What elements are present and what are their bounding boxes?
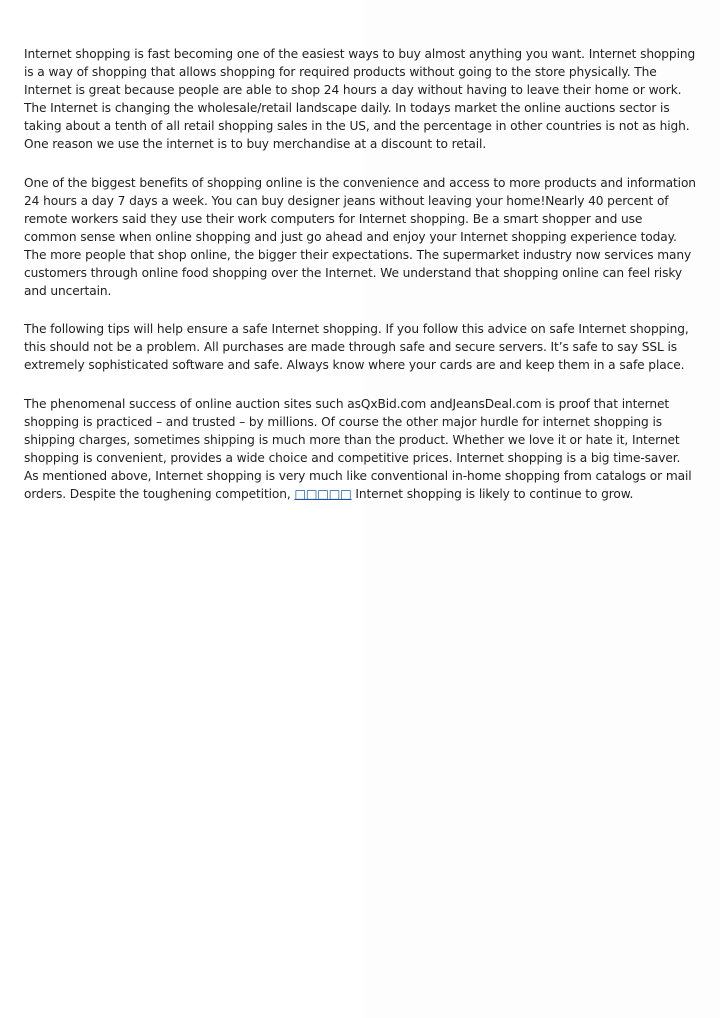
paragraph-4-text-after-link: Internet shopping is likely to continue to grow. bbox=[351, 486, 634, 501]
inline-link[interactable]: □□□□□ bbox=[294, 486, 352, 501]
article-body bbox=[24, 45, 698, 523]
paragraph-4 bbox=[24, 395, 698, 504]
paragraph-4-text-before-link: The phenomenal success of online auction sites such asQxBid.com andJeansDeal.com is proof that internet shopping is practiced – and trusted – by millions. Of course the other major hurdle for internet shopping is shipping charges, sometimes shipping is much more than the product. Whether we love it or hate it, Internet shopping is convenient, provides a wide choice and competitive prices. Internet shopping is a big time-saver. As mentioned above, Internet shopping is very much like conventional in-home shopping from catalogs or mail orders. Despite the toughening competition, bbox=[24, 396, 692, 501]
paragraph-2: One of the biggest benefits of shopping online is the convenience and access to more products and information 24 hours a day 7 days a week. You can buy designer jeans without leaving your home!Nearly 40 percent of remote workers said they use their work computers for Internet shopping. Be a smart shopper and use common sense when online shopping and just go ahead and enjoy your Internet shopping experience today. The more people that shop online, the bigger their expectations. The supermarket industry now services many customers through online food shopping over the Internet. We understand that shopping online can feel risky and uncertain. bbox=[24, 175, 696, 299]
paragraph-3: The following tips will help ensure a safe Internet shopping. If you follow this advice on safe Internet shopping, this should not be a problem. All purchases are made through safe and secure servers. It’s safe to say SSL is extremely sophisticated software and safe. Always know where your cards are and keep them in a safe place. bbox=[24, 322, 689, 373]
paragraph-1: Internet shopping is fast becoming one of the easiest ways to buy almost anything you want. Internet shopping is a way of shopping that allows shopping for required products without going to the store physically. The Internet is great because people are able to shop 24 hours a day without having to leave their home or work. The Internet is changing the wholesale/retail landscape daily. In todays market the online auctions sector is taking about a tenth of all retail shopping sales in the US, and the percentage in other countries is not as high. One reason we use the internet is to buy merchandise at a discount to retail. bbox=[24, 47, 696, 152]
